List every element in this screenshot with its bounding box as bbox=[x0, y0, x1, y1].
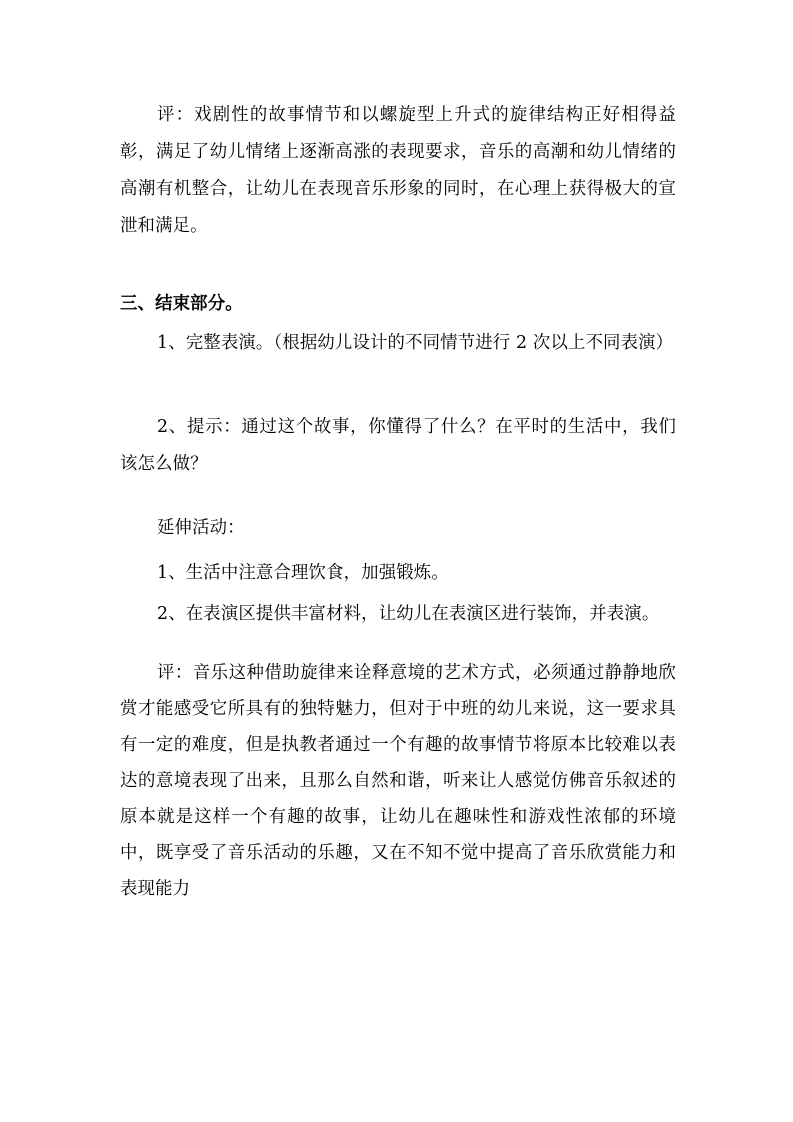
extension-item-2: 2、在表演区提供丰富材料，让幼儿在表演区进行装饰，并表演。 bbox=[157, 604, 660, 624]
extension-title: 延伸活动： bbox=[157, 518, 245, 538]
step-item-1: 1、完整表演。（根据幼儿设计的不同情节进行 2 次以上不同表演） bbox=[157, 333, 674, 353]
step-item-2: 2、提示：通过这个故事，你懂得了什么？在平时的生活中，我们该怎么做？ bbox=[120, 417, 676, 474]
extension-item-1: 1、生活中注意合理饮食，加强锻炼。 bbox=[157, 563, 449, 583]
evaluation-paragraph-1: 评：戏剧性的故事情节和以螺旋型上升式的旋律结构正好相得益彰，满足了幼儿情绪上逐渐高涨的表现要求，音乐的高潮和幼儿情绪的高潮有机整合，让幼儿在表现音乐形象的同时，在心理上获得极大的宣泄和满足。 bbox=[120, 105, 676, 236]
section-title-conclusion: 三、结束部分。 bbox=[120, 294, 243, 314]
evaluation-paragraph-2: 评：音乐这种借助旋律来诠释意境的艺术方式，必须通过静静地欣赏才能感受它所具有的独特魅力，但对于中班的幼儿来说，这一要求具有一定的难度，但是执教者通过一个有趣的故事情节将原本比较难以表达的意境表现了出来，且那么自然和谐，听来让人感觉仿佛音乐叙述的原本就是这样一个有趣的故事，让幼儿在趣味性和游戏性浓郁的环境中，既享受了音乐活动的乐趣，又在不知不觉中提高了音乐欣赏能力和表现能力 bbox=[120, 663, 676, 899]
